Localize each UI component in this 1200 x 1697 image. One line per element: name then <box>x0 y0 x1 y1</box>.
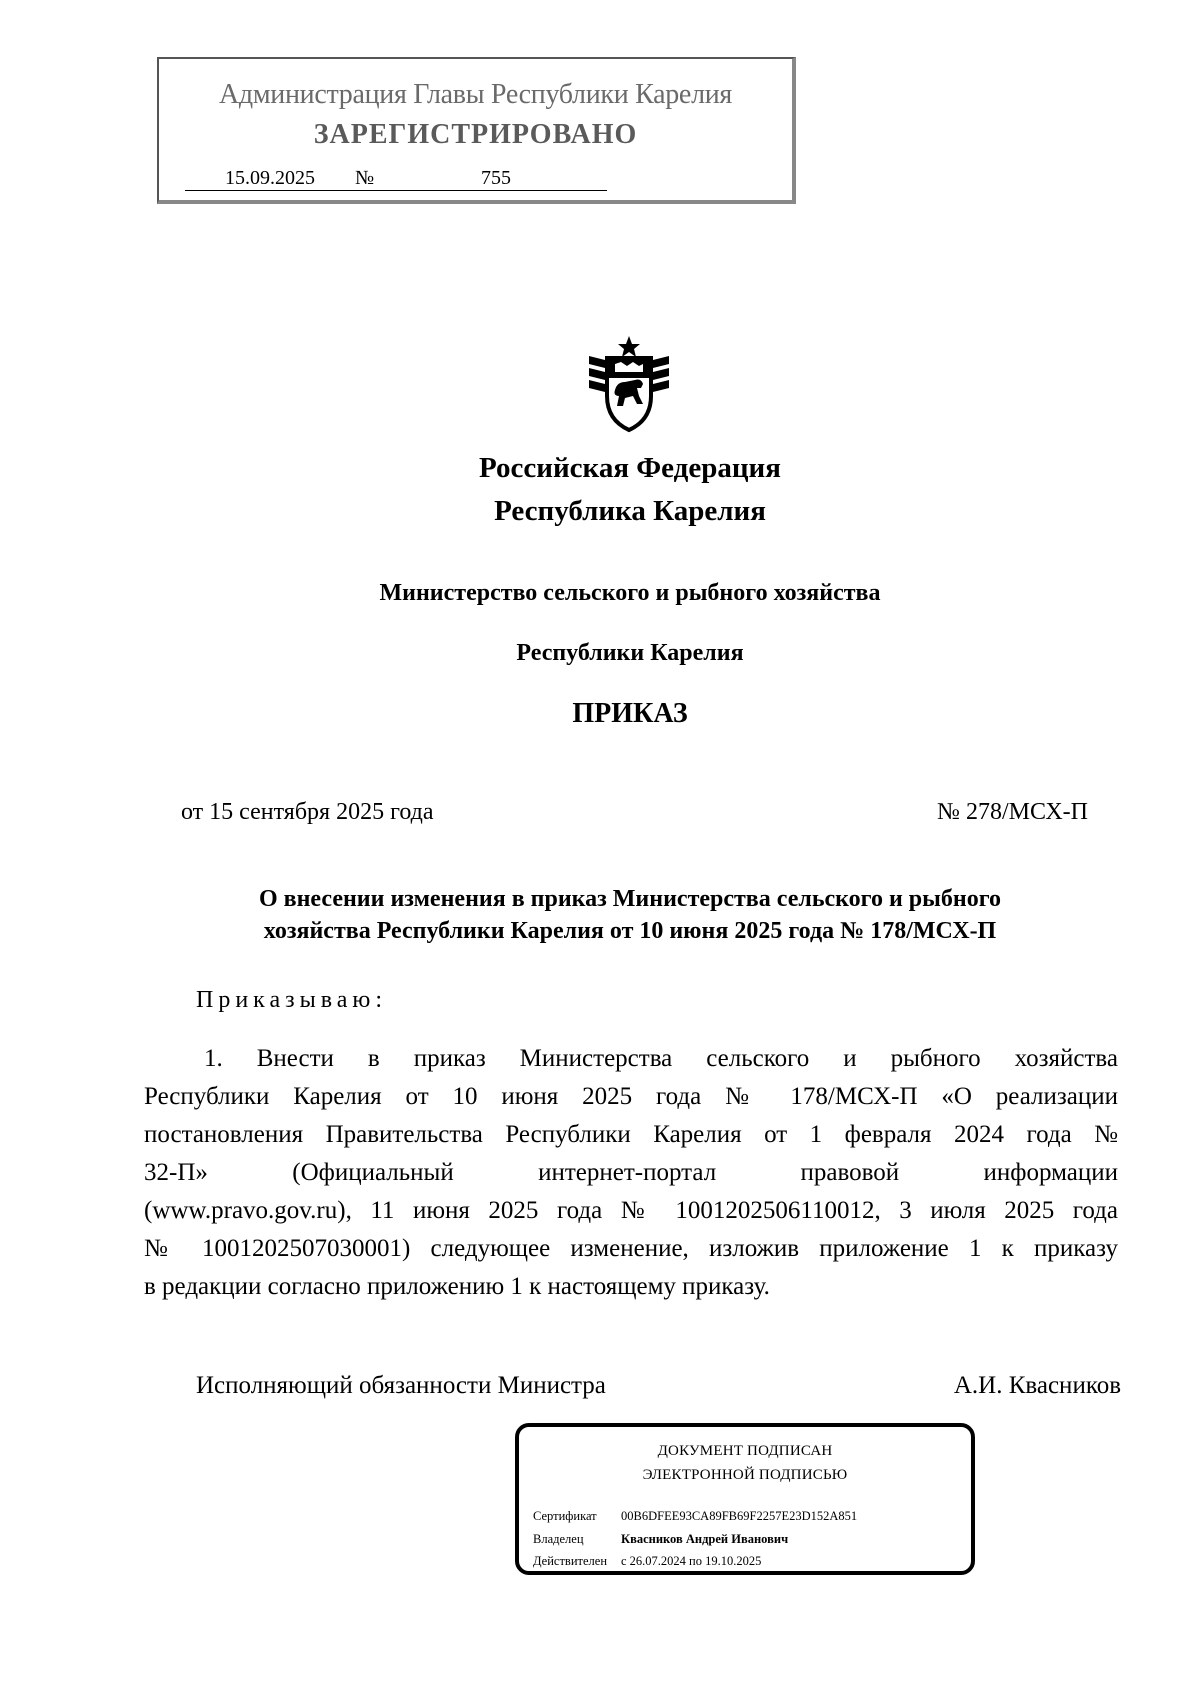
order-directive: Приказываю: <box>196 987 387 1013</box>
paragraph-line: в редакции согласно приложению 1 к настоящему приказу. <box>144 1273 770 1300</box>
paragraph-line: 1. Внести в приказ Министерства сельского и рыбного хозяйства <box>204 1045 1118 1072</box>
paragraph-line: № 1001202507030001) следующее изменение, изложив приложение 1 к приказу <box>144 1235 1118 1262</box>
paragraph-line: 32-П» (Официальный интернет-портал правовой информации <box>144 1159 1118 1186</box>
order-subject-line2: хозяйства Республики Карелия от 10 июня 2025 года № 178/МСХ-П <box>263 918 997 944</box>
order-subject <box>140 883 1120 947</box>
registration-date: 15.09.2025 <box>185 167 355 191</box>
registration-number-sign: № <box>355 167 385 191</box>
signatory-title: Исполняющий обязанности Министра <box>196 1372 606 1399</box>
republic-heading: Республика Карелия <box>494 495 766 527</box>
registration-number: 755 <box>385 167 607 191</box>
esig-owner: Квасников Андрей Иванович <box>621 1532 789 1546</box>
registration-authority: Администрация Главы Республики Карелия <box>219 79 732 110</box>
ministry-heading-line2: Республики Карелия <box>516 640 744 666</box>
paragraph-line: постановления Правительства Республики Карелия от 1 февраля 2024 года № <box>144 1121 1118 1148</box>
esig-heading1: ДОКУМЕНТ ПОДПИСАН <box>657 1443 833 1459</box>
esig-heading2: ЭЛЕКТРОННОЙ ПОДПИСЬЮ <box>642 1467 848 1483</box>
order-paragraph <box>144 1040 1118 1306</box>
ministry-heading-line1: Министерство сельского и рыбного хозяйства <box>379 580 881 606</box>
registration-details <box>185 167 607 191</box>
esig-certificate-row <box>533 1509 857 1524</box>
esig-valid: с 26.07.2024 по 19.10.2025 <box>621 1554 762 1568</box>
document-type: ПРИКАЗ <box>572 698 688 729</box>
registration-stamp <box>157 57 796 204</box>
electronic-signature-stamp <box>515 1423 975 1575</box>
country-heading: Российская Федерация <box>479 452 781 484</box>
esig-owner-row <box>533 1532 788 1547</box>
paragraph-line: Республики Карелия от 10 июня 2025 года № 178/МСХ-П «О реализации <box>144 1083 1118 1110</box>
esig-certificate: 00B6DFEE93CA89FB69F2257E23D152A851 <box>621 1509 858 1523</box>
esig-valid-row <box>533 1554 761 1569</box>
esig-owner-label: Владелец <box>533 1532 584 1546</box>
esig-valid-label: Действителен <box>533 1554 608 1568</box>
order-date: от 15 сентября 2025 года <box>181 799 434 825</box>
order-number: № 278/МСХ-П <box>937 799 1088 825</box>
paragraph-line: (www.pravo.gov.ru), 11 июня 2025 года № 1001202506110012, 3 июля 2025 года <box>144 1197 1118 1224</box>
order-subject-line1: О внесении изменения в приказ Министерства сельского и рыбного <box>258 886 1002 912</box>
coat-of-arms-icon <box>585 334 673 434</box>
signatory-name: А.И. Квасников <box>953 1372 1121 1399</box>
registration-status: ЗАРЕГИСТРИРОВАНО <box>313 119 638 150</box>
esig-certificate-label: Сертификат <box>533 1509 597 1523</box>
